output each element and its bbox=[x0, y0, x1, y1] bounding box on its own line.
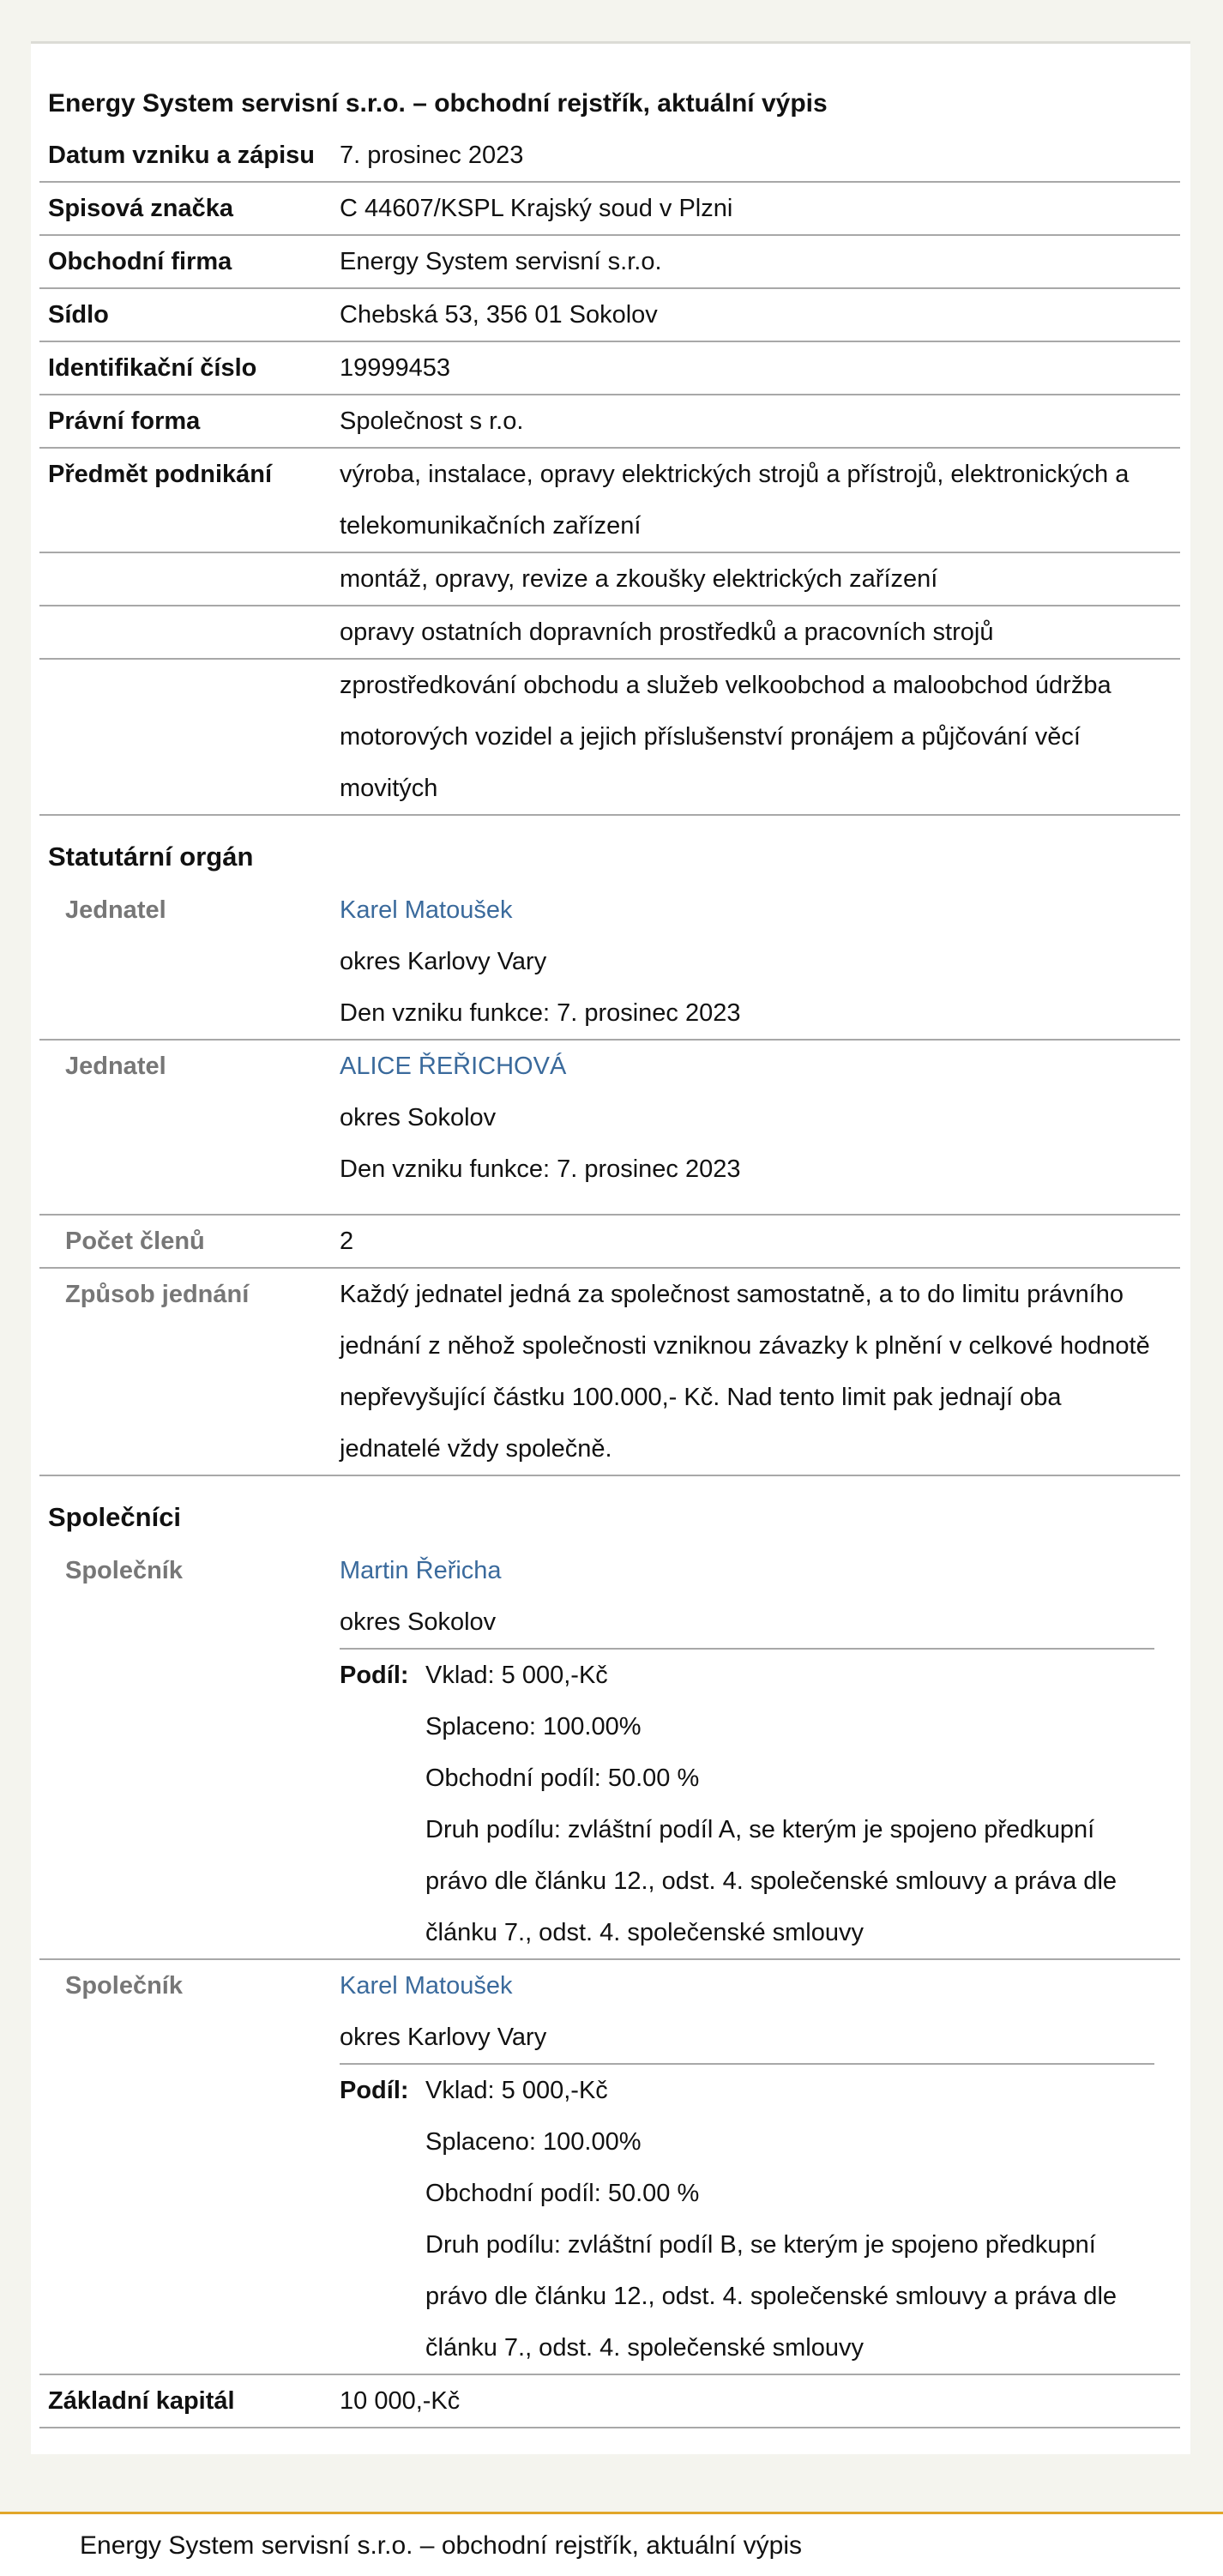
value-predmet-1: výroba, instalace, opravy elektrických strojů a přístrojů, elektronických a telekomunikačních zařízení bbox=[340, 448, 1180, 552]
row-pocet-clenu bbox=[39, 1215, 1180, 1268]
footer-text: Energy System servisní s.r.o. – obchodní rejstřík, aktuální výpis bbox=[80, 2531, 803, 2560]
label-zpusob-jednani: Způsob jednání bbox=[39, 1268, 340, 1475]
label-spolecnik-1: Společník bbox=[39, 1545, 340, 1959]
row-jednatel-2 bbox=[39, 1040, 1180, 1215]
since-jednatel-1: Den vzniku funkce: 7. prosinec 2023 bbox=[340, 999, 741, 1027]
value-sidlo: Chebská 53, 356 01 Sokolov bbox=[340, 288, 1180, 341]
vklad-2: Vklad: 5 000,-Kč bbox=[425, 2077, 608, 2104]
label-spolecnik-2: Společník bbox=[39, 1959, 340, 2374]
district-spolecnik-1: okres Sokolov bbox=[340, 1608, 497, 1636]
row-spisova-znacka bbox=[39, 182, 1180, 235]
register-table bbox=[39, 130, 1180, 2428]
podil-block-2 bbox=[340, 2063, 1154, 2374]
label-pravni-forma: Právní forma bbox=[39, 395, 340, 448]
value-predmet-4: zprostředkování obchodu a služeb velkoobchod a maloobchod údržba motorových vozidel a jejich příslušenství pronájem a půjčování věcí movitých bbox=[340, 659, 1180, 815]
district-jednatel-2: okres Sokolov bbox=[340, 1104, 497, 1131]
splaceno-1: Splaceno: 100.00% bbox=[425, 1713, 642, 1740]
druh-podilu-2: Druh podílu: zvláštní podíl B, se kterým je spojeno předkupní právo dle článku 12., odst. 4. společenské smlouvy a práva dle článku 7., odst. 4. společenské smlouvy bbox=[425, 2231, 1118, 2362]
since-jednatel-2: Den vzniku funkce: 7. prosinec 2023 bbox=[340, 1155, 741, 1183]
podil-block-1 bbox=[340, 1648, 1154, 1958]
obchodni-podil-2: Obchodní podíl: 50.00 % bbox=[425, 2180, 700, 2207]
value-zakladni-kapital: 10 000,-Kč bbox=[340, 2374, 1180, 2428]
person-link-jednatel-1[interactable]: Karel Matoušek bbox=[340, 896, 513, 924]
row-statutarni-heading bbox=[39, 815, 1180, 884]
row-predmet-3 bbox=[39, 606, 1180, 659]
value-ico: 19999453 bbox=[340, 341, 1180, 395]
row-sidlo bbox=[39, 288, 1180, 341]
page-footer bbox=[0, 2512, 1223, 2576]
value-pocet-clenu: 2 bbox=[340, 1215, 1180, 1268]
value-zpusob-jednani: Každý jednatel jedná za společnost samostatně, a to do limitu právního jednání z něhož společnosti vzniknou závazky k plnění v celkové hodnotě nepřevyšující částku 100.000,- Kč. Nad tento limit pak jednají oba jednatelé vždy společně. bbox=[340, 1268, 1180, 1475]
section-spolecnici: Společníci bbox=[48, 1502, 182, 1532]
person-link-jednatel-2[interactable]: ALICE ŘEŘICHOVÁ bbox=[340, 1053, 567, 1080]
podil-label-1: Podíl: bbox=[340, 1662, 409, 1689]
value-predmet-2: montáž, opravy, revize a zkoušky elektrických zařízení bbox=[340, 552, 1180, 606]
label-predmet: Předmět podnikání bbox=[39, 448, 340, 552]
value-obchodni-firma: Energy System servisní s.r.o. bbox=[340, 235, 1180, 288]
row-pravni-forma bbox=[39, 395, 1180, 448]
row-predmet-2 bbox=[39, 552, 1180, 606]
label-obchodni-firma: Obchodní firma bbox=[39, 235, 340, 288]
value-spisova-znacka: C 44607/KSPL Krajský soud v Plzni bbox=[340, 182, 1180, 235]
value-pravni-forma: Společnost s r.o. bbox=[340, 395, 1180, 448]
druh-podilu-1: Druh podílu: zvláštní podíl A, se kterým je spojeno předkupní právo dle článku 12., odst. 4. společenské smlouvy a práva dle článku 7., odst. 4. společenské smlouvy bbox=[425, 1816, 1118, 1946]
label-zakladni-kapital: Základní kapitál bbox=[39, 2374, 340, 2428]
person-link-spolecnik-1[interactable]: Martin Řeřicha bbox=[340, 1557, 502, 1584]
row-spolecnici-heading bbox=[39, 1475, 1180, 1545]
label-sidlo: Sídlo bbox=[39, 288, 340, 341]
row-spolecnik-2 bbox=[39, 1959, 1180, 2374]
row-predmet-1 bbox=[39, 448, 1180, 552]
row-obchodni-firma bbox=[39, 235, 1180, 288]
row-zpusob-jednani bbox=[39, 1268, 1180, 1475]
label-jednatel-2: Jednatel bbox=[39, 1040, 340, 1215]
label-pocet-clenu: Počet členů bbox=[39, 1215, 340, 1268]
label-datum-vzniku: Datum vzniku a zápisu bbox=[39, 130, 340, 182]
district-jednatel-1: okres Karlovy Vary bbox=[340, 948, 547, 975]
row-datum-vzniku bbox=[39, 130, 1180, 182]
document-sheet bbox=[31, 41, 1190, 2454]
label-spisova-znacka: Spisová značka bbox=[39, 182, 340, 235]
podil-label-2: Podíl: bbox=[340, 2077, 409, 2104]
section-statutarni-organ: Statutární orgán bbox=[48, 842, 254, 872]
vklad-1: Vklad: 5 000,-Kč bbox=[425, 1662, 608, 1689]
person-link-spolecnik-2[interactable]: Karel Matoušek bbox=[340, 1972, 513, 2000]
splaceno-2: Splaceno: 100.00% bbox=[425, 2128, 642, 2156]
row-spolecnik-1 bbox=[39, 1545, 1180, 1959]
value-predmet-3: opravy ostatních dopravních prostředků a pracovních strojů bbox=[340, 606, 1180, 659]
district-spolecnik-2: okres Karlovy Vary bbox=[340, 2024, 547, 2051]
value-datum-vzniku: 7. prosinec 2023 bbox=[340, 130, 1180, 182]
row-zakladni-kapital bbox=[39, 2374, 1180, 2428]
obchodni-podil-1: Obchodní podíl: 50.00 % bbox=[425, 1765, 700, 1792]
page-title: Energy System servisní s.r.o. – obchodní rejstřík, aktuální výpis bbox=[48, 89, 828, 118]
label-jednatel-1: Jednatel bbox=[39, 884, 340, 1040]
row-predmet-4 bbox=[39, 659, 1180, 815]
row-ico bbox=[39, 341, 1180, 395]
label-ico: Identifikační číslo bbox=[39, 341, 340, 395]
row-jednatel-1 bbox=[39, 884, 1180, 1040]
